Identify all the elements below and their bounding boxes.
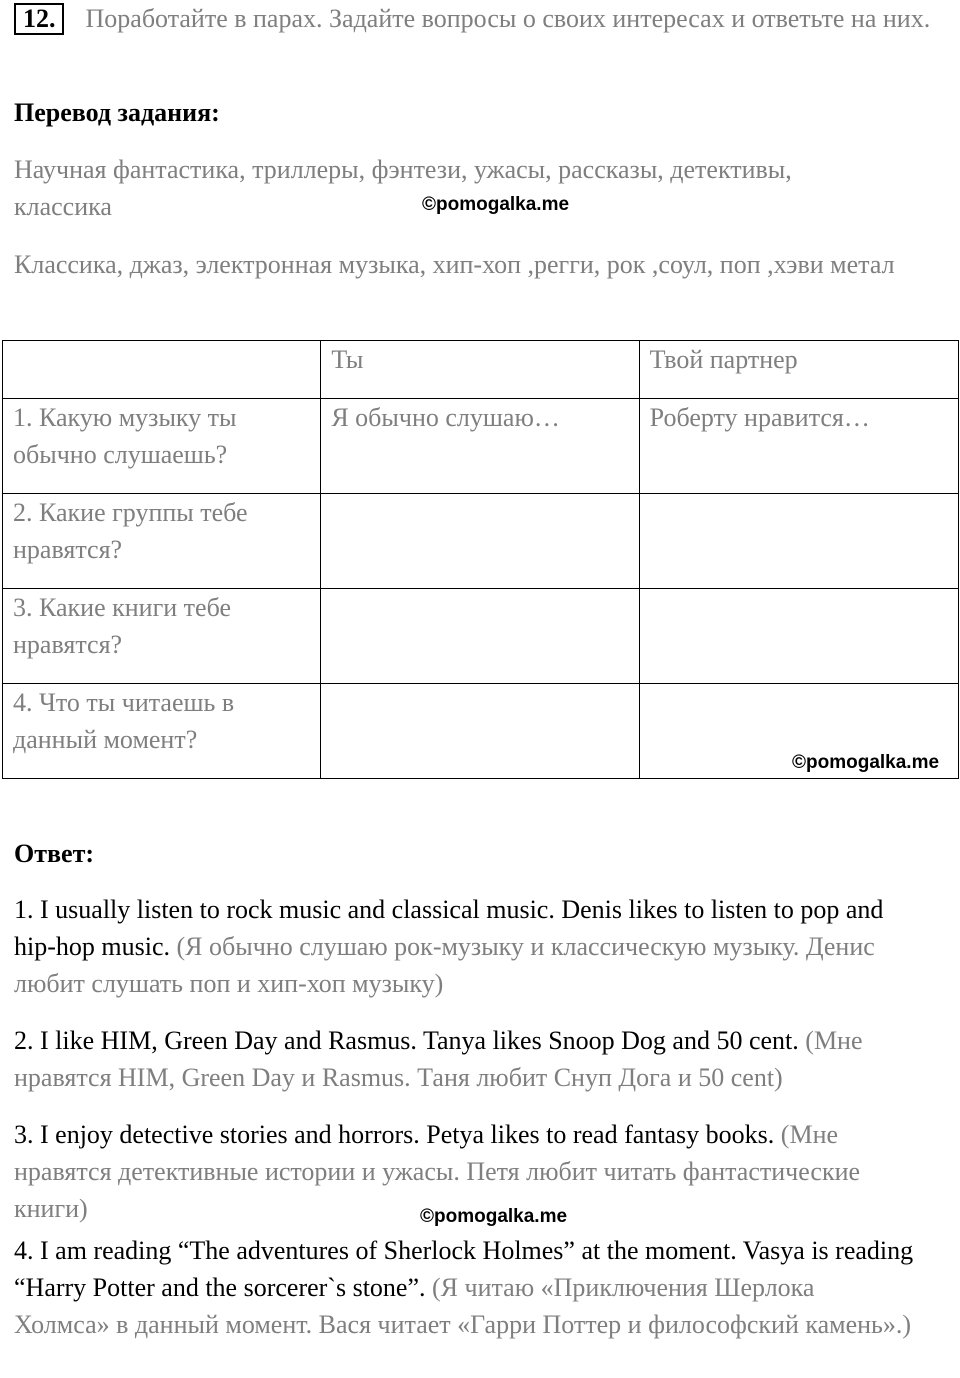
table-header-cell: Твой партнер	[639, 341, 958, 399]
task-statement	[14, 0, 944, 37]
answer-item-2	[14, 1022, 944, 1096]
answer-english: 4. I am reading “The adventures of Sherlock Holmes” at the moment. Vasya is reading “Harry Potter and the sorcerer`s stone”.	[14, 1236, 914, 1302]
answer-english: 2. I like HIM, Green Day and Rasmus. Tanya likes Snoop Dog and 50 cent.	[14, 1026, 799, 1055]
answer-russian: (Я обычно слушаю рок-музыку и классическую музыку. Денис любит слушать поп и хип-хоп музыку)	[14, 932, 875, 998]
answer-english: 3. I enjoy detective stories and horrors. Petya likes to read fantasy books.	[14, 1120, 775, 1149]
table-row	[3, 399, 959, 494]
answer-russian: (Мне нравятся детективные истории и ужасы. Петя любит читать фантастические книги)	[14, 1120, 861, 1223]
table-cell: Роберту нравится…	[639, 399, 958, 494]
watermark: ©pomogalka.me	[420, 1206, 568, 1227]
table-cell	[321, 589, 639, 684]
task-number: 12.	[14, 3, 64, 35]
table-cell	[321, 684, 639, 779]
table-cell	[639, 589, 958, 684]
table-cell	[639, 494, 958, 589]
answer-russian: (Мне нравятся HIM, Green Day и Rasmus. Таня любит Снуп Дога и 50 cent)	[14, 1026, 863, 1092]
table-header-cell	[3, 341, 321, 399]
table-row	[3, 589, 959, 684]
music-genres-text: Классика, джаз, электронная музыка, хип-хоп ,регги, рок ,соул, поп ,хэви метал	[14, 250, 895, 279]
answer-item-4	[14, 1232, 914, 1343]
table-question-cell: 4. Что ты читаешь в данный момент?	[3, 684, 321, 779]
task-instruction: Поработайте в парах. Задайте вопросы о своих интересах и ответьте на них.	[85, 4, 931, 33]
table-cell	[321, 494, 639, 589]
translation-heading: Перевод задания:	[14, 98, 220, 127]
watermark: ©pomogalka.me	[792, 752, 940, 773]
table-question-cell: 2. Какие группы тебе нравятся?	[3, 494, 321, 589]
table-cell: Я обычно слушаю…	[321, 399, 639, 494]
answer-russian: (Я читаю «Приключения Шерлока Холмса» в данный момент. Вася читает «Гарри Поттер и философский камень».)	[14, 1273, 912, 1339]
table-question-cell: 3. Какие книги тебе нравятся?	[3, 589, 321, 684]
watermark: ©pomogalka.me	[422, 194, 570, 215]
table-header-row	[3, 341, 959, 399]
table-header-cell: Ты	[321, 341, 639, 399]
table-question-cell: 1. Какую музыку ты обычно слушаешь?	[3, 399, 321, 494]
answer-english: 1. I usually listen to rock music and classical music. Denis likes to listen to pop and hip-hop music.	[14, 895, 884, 961]
book-genres-text: Научная фантастика, триллеры, фэнтези, ужасы, рассказы, детективы, классика	[14, 155, 792, 221]
table-row	[3, 494, 959, 589]
answer-heading: Ответ:	[14, 839, 95, 868]
interests-table	[2, 340, 959, 779]
answer-item-1	[14, 891, 929, 1002]
